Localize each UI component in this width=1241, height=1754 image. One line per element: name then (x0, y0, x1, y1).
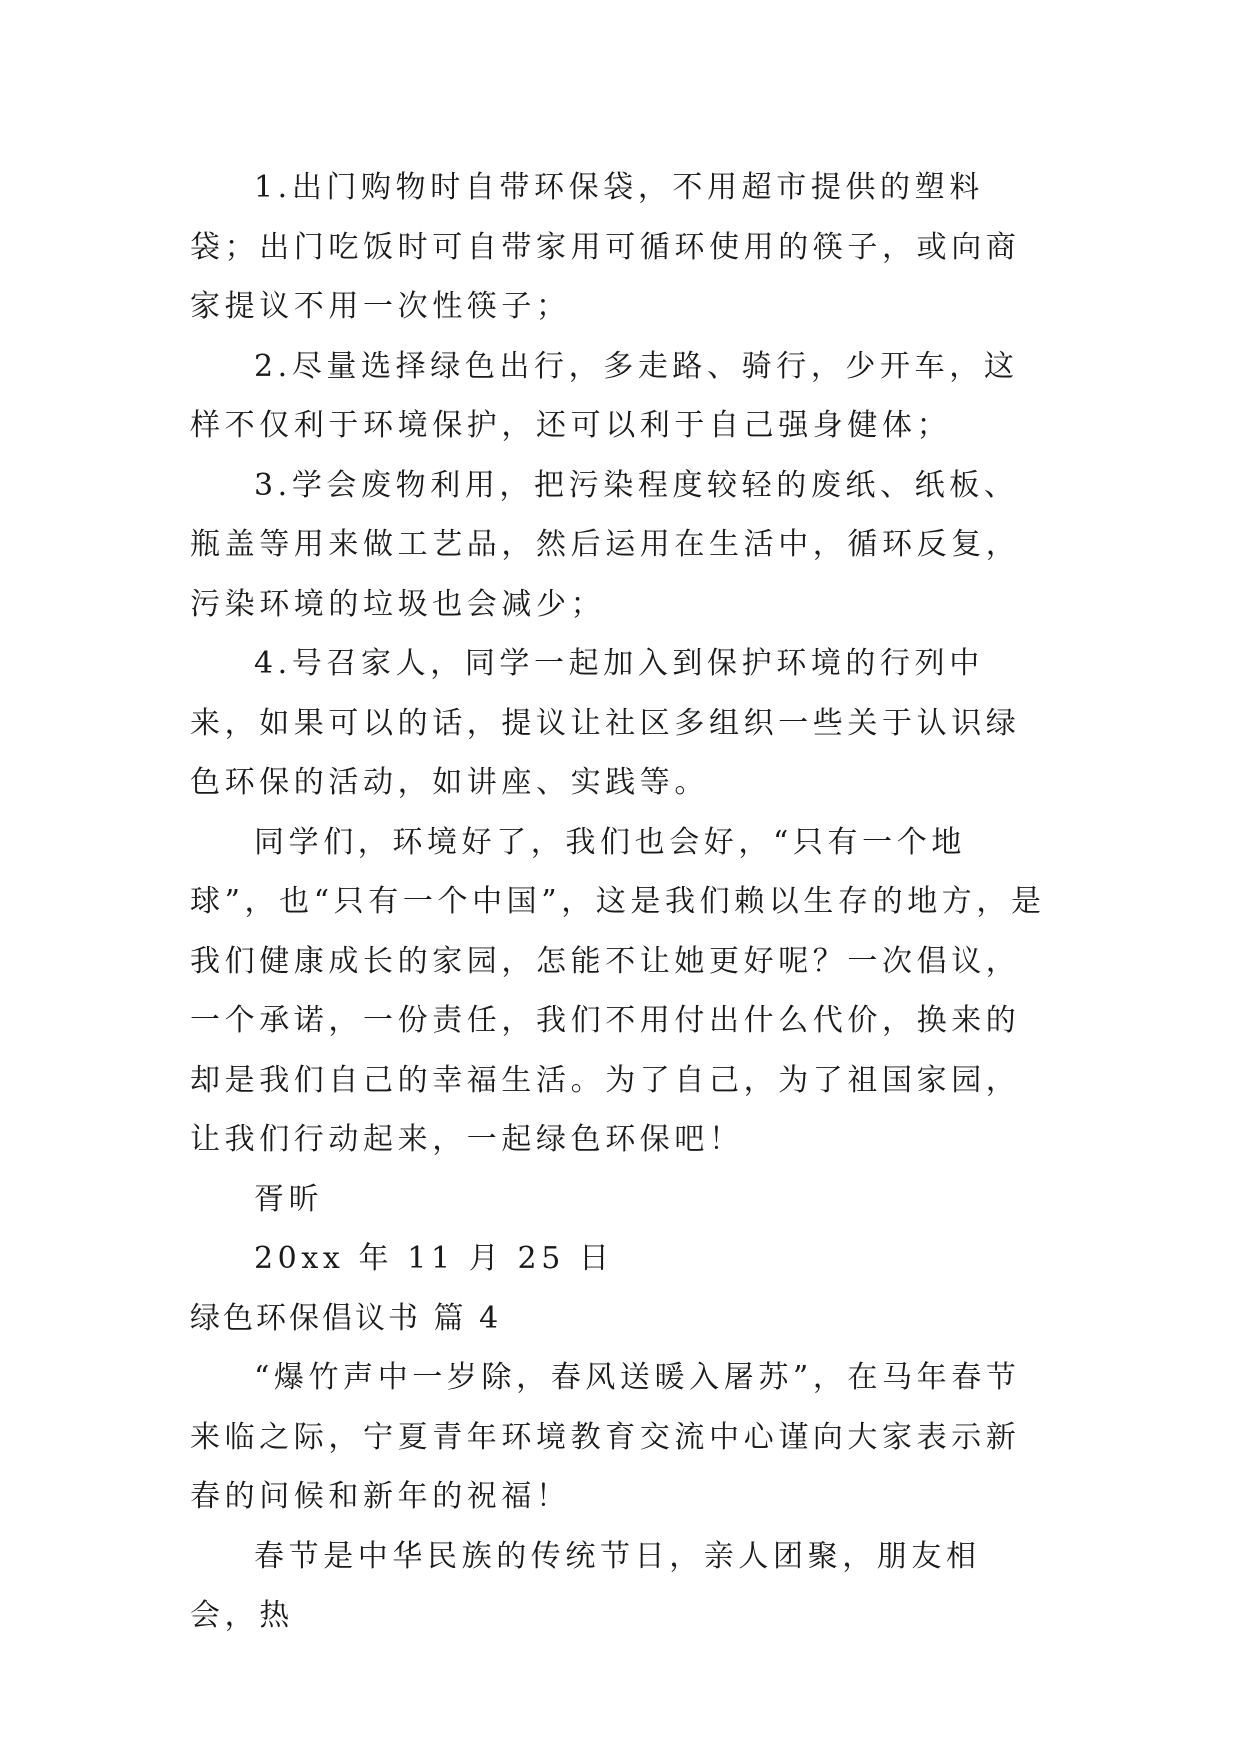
paragraph-closing: 同学们，环境好了，我们也会好，“只有一个地球”，也“只有一个中国”，这是我们赖以生存的地方，是我们健康成长的家园，怎能不让她更好呢？一次倡议，一个承诺，一份责任，我们不用付出什么代价，换来的却是我们自己的幸福生活。为了自己，为了祖国家园，让我们行动起来，一起绿色环保吧！ (190, 824, 1046, 1157)
paragraph-item-3: 3.学会废物利用，把污染程度较轻的废纸、纸板、瓶盖等用来做工艺品，然后运用在生活中，循环反复，污染环境的垃圾也会减少； (190, 467, 1021, 622)
paragraph-item-4: 4.号召家人，同学一起加入到保护环境的行列中来，如果可以的话，提议让社区多组织一些关于认识绿色环保的活动，如讲座、实践等。 (190, 646, 1021, 800)
document-body (190, 158, 1046, 1646)
date-line: 20xx 年 11 月 25 日 (254, 1241, 614, 1276)
signature: 胥昕 (254, 1181, 324, 1217)
section-heading: 绿色环保倡议书 篇 4 (190, 1300, 502, 1336)
paragraph-spring-festival: 春节是中华民族的传统节日，亲人团聚，朋友相会，热 (190, 1538, 981, 1633)
paragraph-item-1: 1.出门购物时自带环保袋，不用超市提供的塑料袋；出门吃饭时可自带家用可循环使用的筷子，或向商家提议不用一次性筷子； (190, 170, 1021, 324)
paragraph-item-2: 2.尽量选择绿色出行，多走路、骑行，少开车，这样不仅利于环境保护，还可以利于自己强身健体； (190, 348, 1019, 443)
paragraph-greeting: “爆竹声中一岁除，春风送暖入屠苏”，在马年春节来临之际，宁夏青年环境教育交流中心谨向大家表示新春的问候和新年的祝福！ (190, 1360, 1021, 1514)
